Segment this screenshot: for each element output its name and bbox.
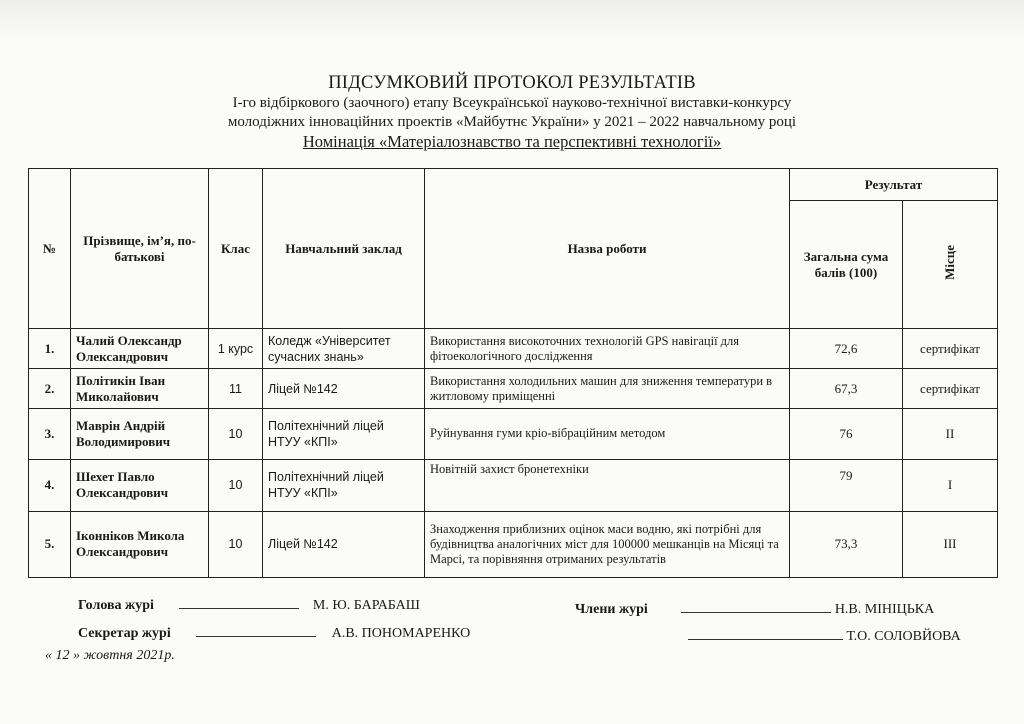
col-header-place: Місце (942, 245, 957, 280)
secretary-label: Секретар журі (78, 626, 171, 641)
col-header-school: Навчальний заклад (263, 169, 425, 329)
member2-name: Т.О. СОЛОВЙОВА (846, 629, 961, 644)
row-num: 4. (29, 459, 71, 511)
table-row (29, 459, 998, 511)
col-header-result: Результат (790, 169, 998, 201)
row-name: Шехет Павло Олександрович (71, 459, 209, 511)
row-name: Іконніков Микола Олександрович (71, 511, 209, 577)
secretary-signature (78, 626, 470, 642)
document-header (0, 72, 1024, 152)
chair-label: Голова журі (78, 598, 154, 613)
row-place: II (903, 409, 998, 459)
table-row (29, 409, 998, 459)
row-work: Використання високоточних технологій GPS навігації для фітоекологічного дослідження (425, 329, 790, 369)
col-header-num: № (29, 169, 71, 329)
table-row (29, 369, 998, 409)
row-place: I (903, 459, 998, 511)
document-title: ПІДСУМКОВИЙ ПРОТОКОЛ РЕЗУЛЬТАТІВ (328, 73, 696, 93)
document-date: « 12 » жовтня 2021р. (45, 648, 175, 663)
row-work: Знаходження приблизних оцінок маси водню, які потрібні для будівництва аналогічних міст для 100000 мешканців на Місяці та Марсі, та порівняння отриманих результатів (425, 511, 790, 577)
members-signature-2 (688, 629, 961, 645)
row-name: Політикін Іван Миколайович (71, 369, 209, 409)
col-header-work: Назва роботи (425, 169, 790, 329)
row-num: 1. (29, 329, 71, 369)
row-class: 10 (209, 409, 263, 459)
members-signature-1 (575, 602, 934, 618)
row-school: Ліцей №142 (263, 369, 425, 409)
col-header-score: Загальна сума балів (100) (790, 201, 903, 329)
row-work: Новітній захист бронетехніки (425, 459, 790, 511)
nomination-title: Номінація «Матеріалознавство та перспективні технології» (302, 132, 722, 151)
row-class: 10 (209, 459, 263, 511)
table-row (29, 511, 998, 577)
members-label: Члени журі (575, 602, 648, 617)
row-place: сертифікат (903, 329, 998, 369)
row-class: 11 (209, 369, 263, 409)
subtitle-line-1: І-го відбіркового (заочного) етапу Всеукраїнської науково-технічної виставки-конкурсу (232, 95, 792, 111)
row-class: 10 (209, 511, 263, 577)
row-school: Ліцей №142 (263, 511, 425, 577)
row-score: 79 (790, 459, 903, 511)
row-place: сертифікат (903, 369, 998, 409)
subtitle-line-2: молодіжних інноваційних проектів «Майбутнє України» у 2021 – 2022 навчальному році (227, 114, 797, 130)
chair-signature (78, 598, 420, 614)
row-work: Використання холодильних машин для зниження температури в житловому приміщенні (425, 369, 790, 409)
row-score: 72,6 (790, 329, 903, 369)
row-school: Коледж «Університет сучасних знань» (263, 329, 425, 369)
row-name: Чалий Олександр Олександрович (71, 329, 209, 369)
row-num: 5. (29, 511, 71, 577)
row-score: 67,3 (790, 369, 903, 409)
row-school: Політехнічний ліцей НТУУ «КПІ» (263, 409, 425, 459)
member2-signature-line (688, 639, 843, 640)
row-score: 73,3 (790, 511, 903, 577)
row-score: 76 (790, 409, 903, 459)
row-name: Маврін Андрій Володимирович (71, 409, 209, 459)
row-place: III (903, 511, 998, 577)
row-school: Політехнічний ліцей НТУУ «КПІ» (263, 459, 425, 511)
secretary-signature-line (196, 636, 316, 637)
col-header-class: Клас (209, 169, 263, 329)
chair-signature-line (179, 608, 299, 609)
col-header-name: Прізвище, ім’я, по-батькові (71, 169, 209, 329)
row-num: 2. (29, 369, 71, 409)
scan-shadow (0, 0, 1024, 40)
row-work: Руйнування гуми кріо-вібраційним методом (425, 409, 790, 459)
row-num: 3. (29, 409, 71, 459)
secretary-name: А.В. ПОНОМАРЕНКО (331, 626, 471, 641)
member1-name: Н.В. МІНІЦЬКА (834, 602, 935, 617)
results-table (28, 168, 998, 578)
table-row (29, 329, 998, 369)
col-header-place-cell (903, 201, 998, 329)
member1-signature-line (681, 612, 831, 613)
row-class: 1 курс (209, 329, 263, 369)
chair-name: М. Ю. БАРАБАШ (312, 598, 420, 613)
